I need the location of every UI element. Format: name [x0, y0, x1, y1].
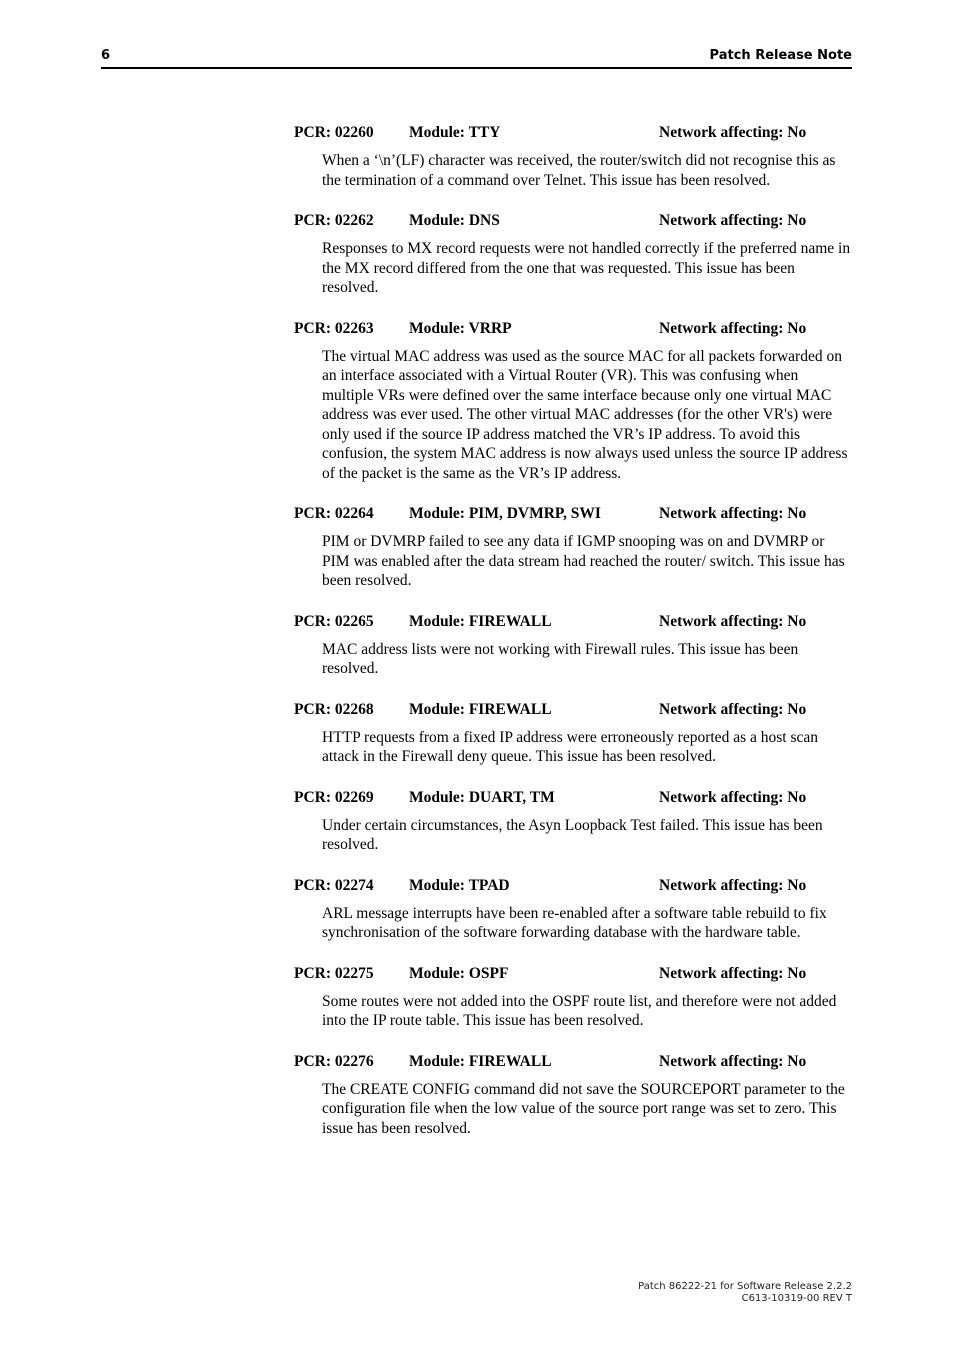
pcr-module: Module: TTY	[409, 124, 501, 141]
pcr-network-affecting: Network affecting: No	[659, 964, 807, 982]
pcr-entry-header	[294, 875, 854, 897]
footer-document-code: C613-10319-00 REV T	[741, 1293, 852, 1304]
pcr-module: Module: FIREWALL	[409, 1052, 552, 1070]
page-number: 6	[101, 48, 111, 63]
pcr-description: The virtual MAC address was used as the source MAC for all packets forwarded on an interface associated with a Virtual Router (VR). This was confusing when multiple VRs were defined over the same interface because only one virtual MAC address was ever used. The other virtual MAC addresses (for the other VR's) were only used if the source IP address matched the VR’s IP address. To avoid this confusion, the system MAC address is now always used unless the source IP address of the packet is the same as the VR’s IP address.	[322, 347, 848, 482]
pcr-module: Module: TPAD	[409, 876, 510, 894]
pcr-module: Module: DUART, TM	[409, 788, 555, 806]
pcr-network-affecting: Network affecting: No	[659, 124, 807, 141]
pcr-entry	[294, 318, 854, 484]
pcr-network-affecting: Network affecting: No	[659, 212, 807, 229]
pcr-number: PCR: 02268	[294, 700, 374, 718]
pcr-module: Module: OSPF	[409, 964, 509, 982]
document-title: Patch Release Note	[709, 48, 852, 63]
page-footer	[638, 1281, 852, 1305]
pcr-description: HTTP requests from a fixed IP address were erroneously reported as a host scan attack in the Firewall deny queue. This issue has been resolved.	[322, 728, 818, 765]
pcr-number: PCR: 02263	[294, 319, 374, 337]
pcr-entry	[294, 875, 854, 943]
pcr-module: Module: VRRP	[409, 319, 512, 337]
pcr-number: PCR: 02275	[294, 964, 374, 982]
pcr-entry	[294, 1051, 854, 1139]
pcr-entry-header	[294, 611, 854, 633]
pcr-description: MAC address lists were not working with Firewall rules. This issue has been resolved.	[322, 640, 799, 677]
pcr-module: Module: FIREWALL	[409, 700, 552, 718]
pcr-entry	[294, 963, 854, 1031]
pcr-network-affecting: Network affecting: No	[659, 612, 807, 630]
pcr-network-affecting: Network affecting: No	[659, 788, 807, 806]
pcr-number: PCR: 02262	[294, 212, 374, 229]
pcr-entry	[294, 699, 854, 767]
page-header	[101, 47, 852, 69]
pcr-module: Module: FIREWALL	[409, 612, 552, 630]
pcr-entry	[294, 122, 854, 190]
pcr-entry-header	[294, 1051, 854, 1073]
pcr-description: PIM or DVMRP failed to see any data if IGMP snooping was on and DVMRP or PIM was enabled after the data stream had reached the router/ switch. This issue has been resolved.	[322, 533, 845, 589]
pcr-number: PCR: 02264	[294, 505, 374, 522]
pcr-description: ARL message interrupts have been re-enabled after a software table rebuild to fix synchronisation of the software forwarding database with the hardware table.	[322, 904, 827, 941]
pcr-description: Some routes were not added into the OSPF route list, and therefore were not added into the IP route table. This issue has been resolved.	[322, 992, 837, 1029]
pcr-entry-header	[294, 210, 854, 232]
pcr-entry-header	[294, 318, 854, 340]
pcr-network-affecting: Network affecting: No	[659, 700, 807, 718]
pcr-number: PCR: 02260	[294, 124, 374, 141]
pcr-entry-header	[294, 787, 854, 809]
pcr-network-affecting: Network affecting: No	[659, 876, 807, 894]
footer-patch-info: Patch 86222-21 for Software Release 2.2.2	[638, 1281, 852, 1292]
pcr-network-affecting: Network affecting: No	[659, 319, 807, 337]
pcr-entry	[294, 787, 854, 855]
pcr-network-affecting: Network affecting: No	[659, 505, 807, 522]
pcr-description: Under certain circumstances, the Asyn Loopback Test failed. This issue has been resolved.	[322, 816, 823, 853]
pcr-entry-header	[294, 963, 854, 985]
pcr-description: When a ‘\n’(LF) character was received, the router/switch did not recognise this as the termination of a command over Telnet. This issue has been resolved.	[322, 152, 836, 189]
pcr-description: Responses to MX record requests were not handled correctly if the preferred name in the MX record differed from the one that was requested. This issue has been resolved.	[322, 240, 851, 296]
pcr-number: PCR: 02276	[294, 1052, 374, 1070]
pcr-entry-header	[294, 122, 854, 144]
pcr-network-affecting: Network affecting: No	[659, 1052, 807, 1070]
pcr-entry	[294, 611, 854, 679]
pcr-number: PCR: 02274	[294, 876, 374, 894]
pcr-entry	[294, 210, 854, 298]
pcr-number: PCR: 02265	[294, 612, 374, 630]
release-notes-list	[294, 122, 854, 1158]
pcr-module: Module: DNS	[409, 212, 500, 229]
pcr-number: PCR: 02269	[294, 788, 374, 806]
pcr-entry	[294, 503, 854, 591]
pcr-entry-header	[294, 503, 854, 525]
pcr-module: Module: PIM, DVMRP, SWI	[409, 505, 601, 522]
pcr-description: The CREATE CONFIG command did not save the SOURCEPORT parameter to the configuration file when the low value of the source port range was set to zero. This issue has been resolved.	[322, 1080, 845, 1137]
pcr-entry-header	[294, 699, 854, 721]
